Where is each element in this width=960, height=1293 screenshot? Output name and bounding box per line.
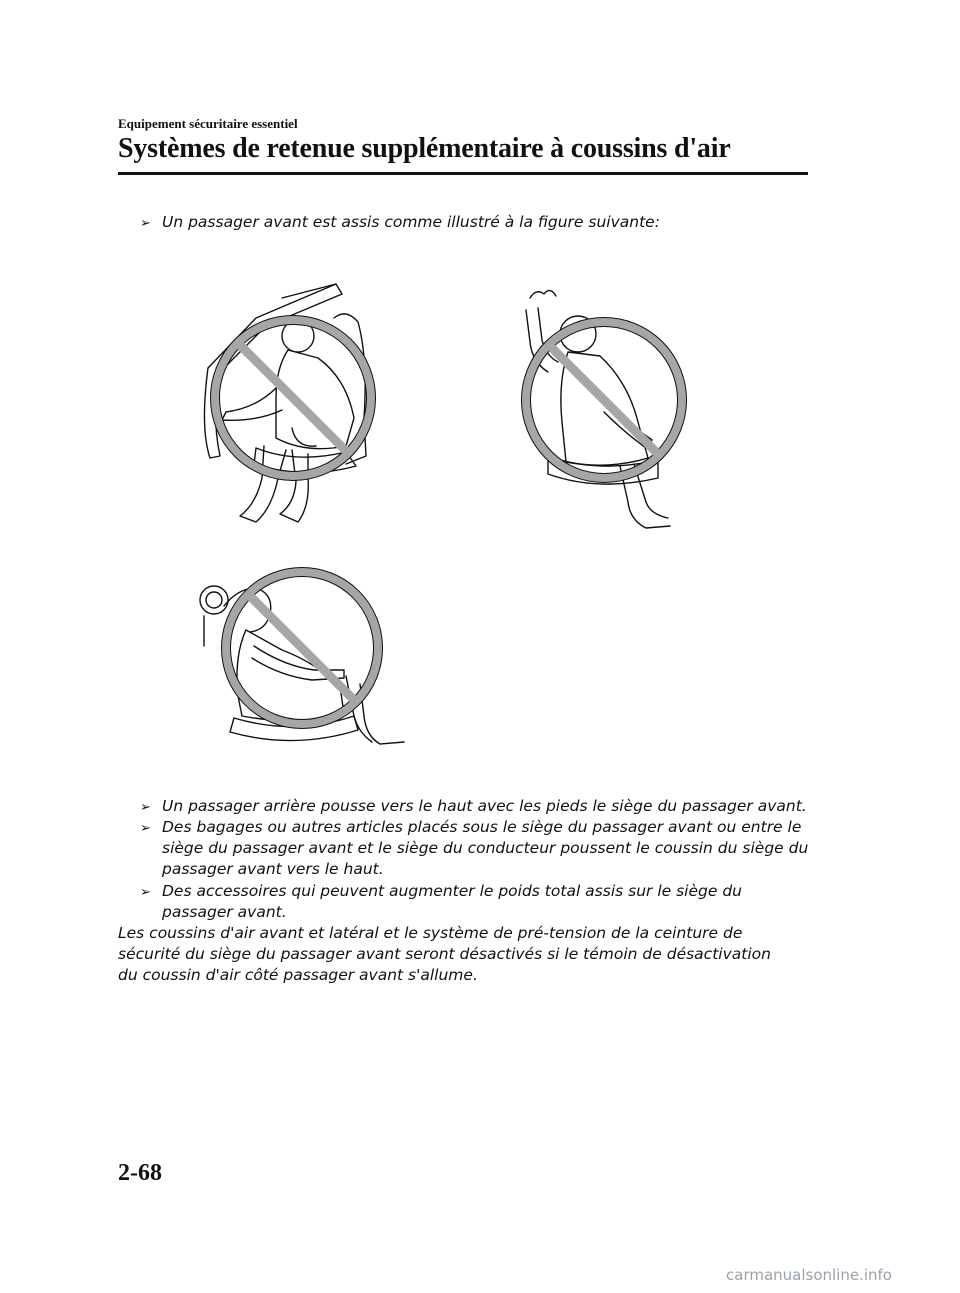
list-item bbox=[140, 796, 807, 818]
list-item-text: Des accessoires qui peuvent augmenter le poids total assis sur le siège du bbox=[162, 882, 742, 900]
list-item-continuation: passager avant vers le haut. bbox=[162, 860, 384, 878]
intro-bullet-text: Un passager avant est assis comme illustré à la figure suivante: bbox=[162, 213, 660, 231]
body-paragraph-line: du coussin d'air côté passager avant s'allume. bbox=[118, 966, 478, 984]
section-label: Equipement sécuritaire essentiel bbox=[118, 116, 298, 131]
list-item-continuation: siège du passager avant et le siège du conducteur poussent le coussin du siège du bbox=[162, 839, 809, 857]
list-item-text: Un passager arrière pousse vers le haut avec les pieds le siège du passager avant. bbox=[162, 797, 807, 815]
bullet-arrow-icon: ➢ bbox=[140, 800, 151, 815]
bullet-arrow-icon: ➢ bbox=[140, 821, 151, 836]
bullet-arrow-icon: ➢ bbox=[140, 885, 151, 900]
figure-passenger-leaning-on-door bbox=[194, 566, 410, 752]
figure-passenger-arm-raised bbox=[508, 282, 714, 542]
intro-bullet bbox=[140, 212, 660, 234]
list-item-text: Des bagages ou autres articles placés sous le siège du passager avant ou entre le bbox=[162, 818, 802, 836]
page-title: Systèmes de retenue supplémentaire à coussins d'air bbox=[118, 133, 731, 164]
body-paragraph-line: sécurité du siège du passager avant seront désactivés si le témoin de désactivation bbox=[118, 945, 771, 963]
figure-passenger-leaning-forward bbox=[196, 278, 392, 532]
page-number: 2-68 bbox=[118, 1160, 162, 1186]
list-item bbox=[140, 881, 742, 903]
watermark: carmanualsonline.info bbox=[726, 1266, 892, 1284]
body-paragraph-line: Les coussins d'air avant et latéral et le système de pré-tension de la ceinture de bbox=[118, 924, 743, 942]
title-divider bbox=[118, 172, 808, 175]
bullet-arrow-icon: ➢ bbox=[140, 216, 151, 231]
list-item bbox=[140, 817, 801, 839]
list-item-continuation: passager avant. bbox=[162, 903, 287, 921]
